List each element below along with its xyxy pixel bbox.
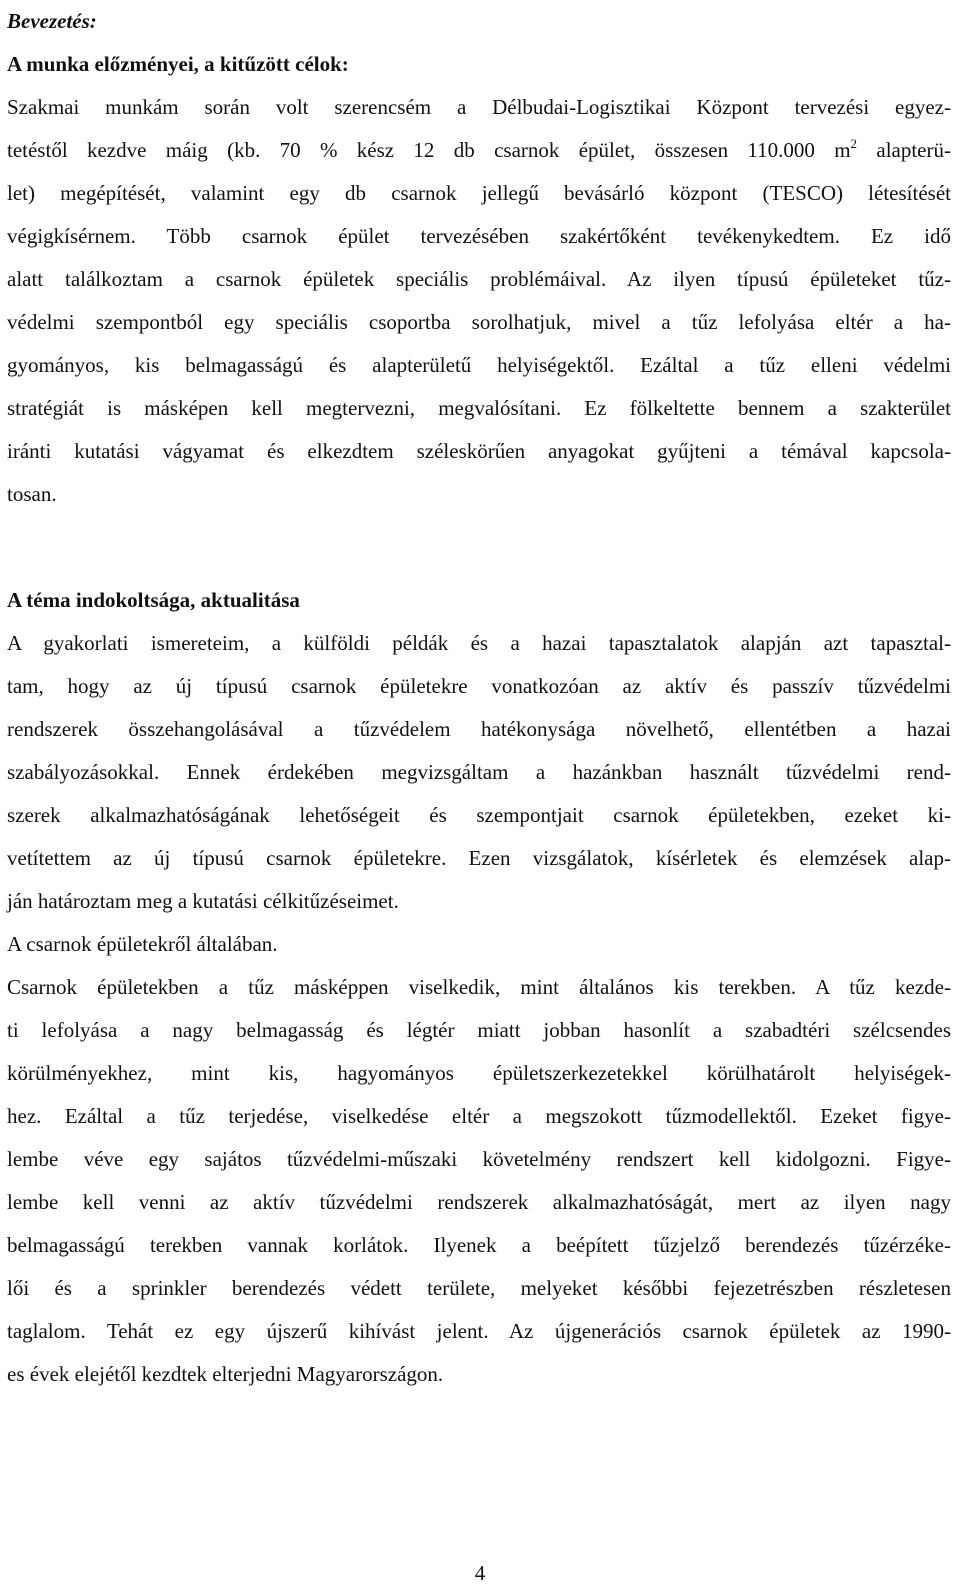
text-line: védelmi szempontból egy speciális csoportba sorolhatjuk, mivel a tűz lefolyása eltér a ha-	[7, 310, 951, 334]
text-line: vetítettem az új típusú csarnok épületekre. Ezen vizsgálatok, kísérletek és elemzések alap-	[7, 846, 951, 870]
section-title: Bevezetés:	[7, 9, 97, 33]
text-line: rendszerek összehangolásával a tűzvédelem hatékonysága növelhető, ellentétben a hazai	[7, 717, 951, 741]
document-page	[7, 0, 951, 1396]
text-line: ján határoztam meg a kutatási célkitűzéseimet.	[7, 889, 399, 913]
text-line: szerek alkalmazhatóságának lehetőségeit és szempontjait csarnok épületekben, ezeket ki-	[7, 803, 951, 827]
heading-previous-work: A munka előzményei, a kitűzött célok:	[7, 52, 349, 76]
text-line: Csarnok épületekben a tűz másképpen viselkedik, mint általános kis terekben. A tűz kezde-	[7, 975, 951, 999]
text-line: körülményekhez, mint kis, hagyományos épületszerkezetekkel körülhatárolt helyiségek-	[7, 1061, 951, 1085]
paragraph-topic-justification	[7, 622, 951, 923]
text-line: szabályozásokkal. Ennek érdekében megvizsgáltam a hazánkban használt tűzvédelmi rend-	[7, 760, 951, 784]
text-line: tam, hogy az új típusú csarnok épületekre vonatkozóan az aktív és passzív tűzvédelmi	[7, 674, 951, 698]
heading-topic-justification: A téma indokoltsága, aktualitása	[7, 588, 300, 612]
page-number: 4	[474, 1561, 486, 1585]
text-line: ti lefolyása a nagy belmagasság és légtér miatt jobban hasonlít a szabadtéri szélcsendes	[7, 1018, 951, 1042]
text-line: Szakmai munkám során volt szerencsém a Délbudai-Logisztikai Központ tervezési egyez-	[7, 95, 951, 119]
text-fragment: tetéstől kezdve máig (kb. 70 % kész 12 db csarnok épület, összesen 110.000 m	[7, 138, 851, 162]
text-line-with-area	[7, 129, 951, 172]
text-line: alatt találkoztam a csarnok épületek speciális problémáival. Az ilyen típusú épületeket tűz-	[7, 267, 951, 291]
text-line: lembe véve egy sajátos tűzvédelmi-műszaki követelmény rendszert kell kidolgozni. Figye-	[7, 1147, 951, 1171]
superscript: 2	[850, 136, 858, 151]
text-line: iránti kutatási vágyamat és elkezdtem széleskörűen anyagokat gyűjteni a témával kapcsola-	[7, 439, 951, 463]
section-spacer	[7, 516, 951, 579]
text-line: belmagasságú terekben vannak korlátok. Ilyenek a beépített tűzjelző berendezés tűzérzéke-	[7, 1233, 951, 1257]
text-line: lembe kell venni az aktív tűzvédelmi rendszerek alkalmazhatóságát, mert az ilyen nagy	[7, 1190, 951, 1214]
text-line: A gyakorlati ismereteim, a külföldi példák és a hazai tapasztalatok alapján azt tapasztal-	[7, 631, 951, 655]
text-line: es évek elejétől kezdtek elterjedni Magyarországon.	[7, 1362, 444, 1386]
text-line: let) megépítését, valamint egy db csarnok jellegű bevásárló központ (TESCO) létesítését	[7, 181, 951, 205]
paragraph-halls-in-general	[7, 966, 951, 1396]
paragraph-previous-work	[7, 86, 951, 516]
text-line: végigkísérnem. Több csarnok épület tervezésében szakértőként tevékenykedtem. Ez idő	[7, 224, 951, 248]
text-line: taglalom. Tehát ez egy újszerű kihívást jelent. Az újgenerációs csarnok épületek az 1990-	[7, 1319, 951, 1343]
text-line: gyományos, kis belmagasságú és alapterületű helyiségektől. Ezáltal a tűz elleni védelmi	[7, 353, 951, 377]
subheading-halls-in-general: A csarnok épületekről általában.	[7, 932, 278, 956]
text-line: hez. Ezáltal a tűz terjedése, viselkedése eltér a megszokott tűzmodellektől. Ezeket figye-	[7, 1104, 951, 1128]
text-line: lői és a sprinkler berendezés védett területe, melyeket későbbi fejezetrészben részletesen	[7, 1276, 951, 1300]
text-line: tosan.	[7, 482, 57, 506]
text-line: stratégiát is másképen kell megtervezni, megvalósítani. Ez fölkeltette bennem a szakterület	[7, 396, 951, 420]
text-fragment: alapterü-	[857, 138, 951, 162]
